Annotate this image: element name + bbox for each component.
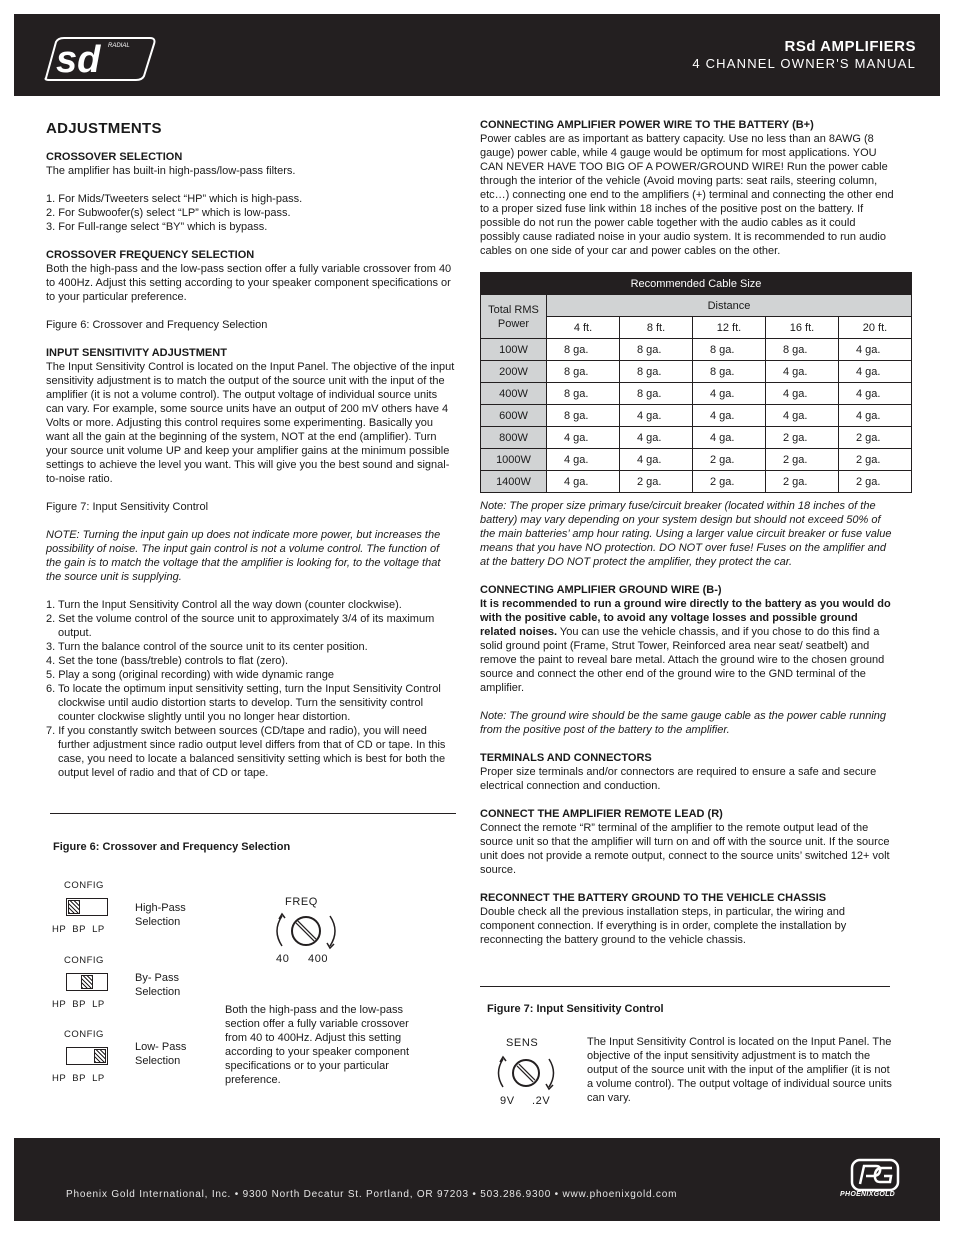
page-footer	[14, 1138, 940, 1221]
gauge-cell: 8 ga.	[620, 361, 693, 383]
selection-line: By- Pass	[135, 972, 180, 984]
table-row	[481, 471, 912, 493]
gauge-cell: 4 ga.	[839, 361, 912, 383]
gauge-cell: 2 ga.	[839, 471, 912, 493]
list-item: 5. Play a song (original recording) with wide dynamic range	[46, 669, 334, 681]
config-label: CONFIG	[64, 880, 104, 891]
selection-line: Selection	[135, 916, 181, 928]
selection-label	[135, 971, 180, 999]
crossover-switch-lp[interactable]	[66, 1047, 108, 1065]
crossover-switch-bp[interactable]	[66, 973, 108, 991]
sensitivity-steps	[46, 598, 456, 780]
selection-label	[135, 901, 186, 929]
gauge-cell: 4 ga.	[839, 405, 912, 427]
fuse-note: Note: The proper size primary fuse/circuit breaker (located within 18 inches of the battery) may vary depending on your system design but should not exceed 50% of the main batteries’ amp hour rating. Using a larger value circuit breaker or fuse value means that you have NO protection. DO NOT over fuse! Fuses on the amplifier and at the battery DO NOT protect the amplifier, they protect the car.	[480, 500, 892, 568]
sensitivity-heading: INPUT SENSITIVITY ADJUSTMENT	[46, 347, 227, 359]
page-header	[14, 14, 940, 96]
section-title: ADJUSTMENTS	[46, 120, 162, 137]
list-item: 1. Turn the Input Sensitivity Control all the way down (counter clockwise).	[46, 599, 402, 611]
gauge-cell: 2 ga.	[766, 427, 839, 449]
svg-text:sd: sd	[56, 39, 101, 81]
manual-title: RSd AMPLIFIERS	[784, 38, 916, 55]
ground-body-text: You can use the vehicle chassis, and if you chose to do this find a solid ground point (Frame, Strut Tower, Reinforced area near seat/ seatbelt) and remove the paint to reveal bare metal. Attach the ground wire to the chosen ground source and connect the other end of the ground wire to the GND terminal of the amplifier.	[480, 626, 885, 694]
company-info: Phoenix Gold International, Inc. • 9300 North Decatur St. Portland, OR 97203 • 503.286.9300 • www.phoenixgold.com	[66, 1189, 678, 1200]
switch-ticks: HP BP LP	[52, 1073, 105, 1084]
freq-max-label: 400	[308, 953, 329, 965]
cable-table-body	[481, 339, 912, 493]
distance-col: 12 ft.	[693, 317, 766, 339]
crossover-text: The amplifier has built-in high-pass/low-pass filters.	[46, 165, 296, 177]
gauge-cell: 4 ga.	[766, 383, 839, 405]
gauge-cell: 4 ga.	[547, 449, 620, 471]
frequency-text: Both the high-pass and the low-pass section offer a fully variable crossover from 40 to 400Hz. Adjust this setting according to your speaker component specifications or to your particular preference.	[46, 263, 452, 303]
gauge-cell: 2 ga.	[693, 471, 766, 493]
gauge-cell: 4 ga.	[547, 471, 620, 493]
right-divider	[480, 986, 890, 987]
gauge-cell: 4 ga.	[620, 405, 693, 427]
distance-col: 8 ft.	[620, 317, 693, 339]
figure6-description: Both the high-pass and the low-pass section offer a fully variable crossover from 40 to 400Hz. Adjust this setting according to your speaker component specifications or to your particular preference.	[225, 1004, 410, 1086]
gauge-cell: 2 ga.	[839, 427, 912, 449]
ground-heading: CONNECTING AMPLIFIER GROUND WIRE (B-)	[480, 584, 722, 596]
reconnect-heading: RECONNECT THE BATTERY GROUND TO THE VEHICLE CHASSIS	[480, 892, 827, 904]
distance-col: 4 ft.	[547, 317, 620, 339]
distance-col: 16 ft.	[766, 317, 839, 339]
svg-text:RADIAL: RADIAL	[108, 43, 130, 49]
figure6-caption: Figure 6: Crossover and Frequency Selection	[53, 841, 291, 853]
selection-label	[135, 1040, 186, 1068]
power-cell: 600W	[481, 405, 547, 427]
terminals-text: Proper size terminals and/or connectors are required to ensure a safe and secure electrical connection and conduction.	[480, 766, 877, 792]
selection-line: Selection	[135, 1055, 181, 1067]
ground-text	[480, 597, 894, 695]
switch-ticks: HP BP LP	[52, 999, 105, 1010]
list-item: 3. For Full-range select “BY” which is bypass.	[46, 221, 268, 233]
freq-label: FREQ	[285, 896, 318, 908]
gauge-cell: 8 ga.	[693, 361, 766, 383]
gauge-cell: 8 ga.	[766, 339, 839, 361]
sensitivity-note: NOTE: Turning the input gain up does not indicate more power, but increases the possibility of noise. The input gain control is not a volume control. The function of the gain is to match the voltage that the amplifier is looking for, to the voltage that the source unit is supplying.	[46, 529, 441, 583]
distance-col: 20 ft.	[839, 317, 912, 339]
gauge-cell: 4 ga.	[547, 427, 620, 449]
gauge-cell: 4 ga.	[693, 383, 766, 405]
gauge-cell: 8 ga.	[547, 361, 620, 383]
table-row	[481, 383, 912, 405]
gauge-cell: 4 ga.	[620, 449, 693, 471]
gauge-cell: 4 ga.	[766, 405, 839, 427]
switch-knob	[94, 1049, 106, 1063]
gauge-cell: 4 ga.	[766, 361, 839, 383]
gauge-cell: 2 ga.	[620, 471, 693, 493]
table-title: Recommended Cable Size	[481, 273, 912, 295]
phoenix-gold-logo	[850, 1158, 900, 1192]
gauge-cell: 4 ga.	[839, 339, 912, 361]
list-item: 2. For Subwoofer(s) select “LP” which is low-pass.	[46, 207, 291, 219]
left-divider	[50, 813, 456, 814]
figure7-description: The Input Sensitivity Control is located on the Input Panel. The objective of the input sensitivity adjustment is to match the output of the source unit with the input of the amplifier (it is not a volume control). The output voltage of individual source units can vary.	[587, 1036, 892, 1104]
sens-dial-icon[interactable]	[490, 1050, 562, 1096]
gauge-cell: 4 ga.	[693, 427, 766, 449]
power-cell: 400W	[481, 383, 547, 405]
selection-line: Low- Pass	[135, 1041, 187, 1053]
table-row	[481, 339, 912, 361]
sd-radial-logo	[38, 34, 158, 84]
gauge-cell: 8 ga.	[693, 339, 766, 361]
power-text: Power cables are as important as battery capacity. Use no less than an 8AWG (8 gauge) power cable, while 4 gauge would be optimum for most applications. YOU CAN NEVER HAVE TOO BIG OF A POWER/GROUND WIRE! Run the power cable through the interior of the vehicle (Avoid moving parts: seat rails, steering column, etc…) connecting one end to the amplifiers (+) terminal and connecting the other end to a proper sized fuse link within 18 inches of the positive post on the battery. If possible do not run the power cable together with the audio cables as it could possibly cause radiated noise in your audio system. It is recommended to run audio cables on one side of your car and power cables on the other.	[480, 133, 894, 257]
selection-line: High-Pass	[135, 902, 186, 914]
figure7-caption: Figure 7: Input Sensitivity Control	[487, 1003, 664, 1015]
cable-size-table	[480, 272, 912, 493]
power-cell: 100W	[481, 339, 547, 361]
ground-note: Note: The ground wire should be the same gauge cable as the power cable running from the positive post of the battery to the amplifier.	[480, 710, 887, 736]
list-item: 2. Set the volume control of the source unit to approximately 3/4 of its maximum output.	[46, 613, 435, 639]
power-cell: 800W	[481, 427, 547, 449]
config-label: CONFIG	[64, 1029, 104, 1040]
table-row	[481, 361, 912, 383]
table-row	[481, 449, 912, 471]
gauge-cell: 2 ga.	[839, 449, 912, 471]
gauge-cell: 8 ga.	[547, 405, 620, 427]
remote-heading: CONNECT THE AMPLIFIER REMOTE LEAD (R)	[480, 808, 723, 820]
table-row	[481, 427, 912, 449]
crossover-heading: CROSSOVER SELECTION	[46, 151, 183, 163]
power-cell: 200W	[481, 361, 547, 383]
sens-label: SENS	[506, 1037, 539, 1049]
switch-knob	[68, 900, 80, 914]
terminals-heading: TERMINALS AND CONNECTORS	[480, 752, 652, 764]
distance-header: Distance	[547, 295, 912, 317]
right-column	[480, 118, 894, 961]
gauge-cell: 8 ga.	[620, 383, 693, 405]
sensitivity-text: The Input Sensitivity Control is located on the Input Panel. The objective of the input sensitivity adjustment is to match the output of the source unit with the input of the amplifier (it is not a volume control). The output voltage of individual source units can vary. For example, some source units have an output of 200 mV others have 4 Volts or more. Adjusting this control requires some experimenting. Basically you want all the gain at the beginning of the system, NOT at the end (amplifier). Turn your source unit volume UP and keep your amplifier gains at the minimum possible settings to achieve the level you want. This will give you the best sound and signal-to-noise ratio.	[46, 361, 455, 485]
gauge-cell: 4 ga.	[693, 405, 766, 427]
power-cell: 1000W	[481, 449, 547, 471]
crossover-switch-hp[interactable]	[66, 898, 108, 916]
switch-knob	[81, 975, 93, 989]
figure6-ref: Figure 6: Crossover and Frequency Selection	[46, 319, 268, 331]
gauge-cell: 2 ga.	[766, 449, 839, 471]
gauge-cell: 8 ga.	[547, 339, 620, 361]
gauge-cell: 2 ga.	[693, 449, 766, 471]
switch-ticks: HP BP LP	[52, 924, 105, 935]
power-heading: CONNECTING AMPLIFIER POWER WIRE TO THE BATTERY (B+)	[480, 119, 814, 131]
gauge-cell: 8 ga.	[620, 339, 693, 361]
table-row	[481, 405, 912, 427]
ground-bold-text: It is recommended to run a ground wire directly to the battery as you would do with the positive cable, to avoid any voltage losses and possible ground related noises.	[480, 598, 891, 638]
gauge-cell: 4 ga.	[839, 383, 912, 405]
power-cell: 1400W	[481, 471, 547, 493]
frequency-heading: CROSSOVER FREQUENCY SELECTION	[46, 249, 255, 261]
phoenix-gold-wordmark: PHOENIXGOLD	[840, 1191, 896, 1198]
figure7-ref: Figure 7: Input Sensitivity Control	[46, 501, 209, 513]
sens-min-label: 9V	[500, 1095, 515, 1107]
list-item: 6. To locate the optimum input sensitivity setting, turn the Input Sensitivity Control clockwise until audio distortion starts to develop. Turn the sensitivity control counter clockwise slightly until you no longer hear distortion.	[46, 683, 441, 723]
sens-max-label: .2V	[532, 1095, 551, 1107]
reconnect-text: Double check all the previous installation steps, in particular, the wiring and component connection. If everything is in order, complete the installation by reconnecting the battery ground to the vehicle chassis.	[480, 906, 847, 946]
manual-subtitle: 4 CHANNEL OWNER'S MANUAL	[692, 56, 916, 71]
gauge-cell: 4 ga.	[620, 427, 693, 449]
config-label: CONFIG	[64, 955, 104, 966]
gauge-cell: 8 ga.	[547, 383, 620, 405]
selection-line: Selection	[135, 986, 181, 998]
list-item: 1. For Mids/Tweeters select “HP” which is high-pass.	[46, 193, 303, 205]
list-item: 4. Set the tone (bass/treble) controls to flat (zero).	[46, 655, 289, 667]
list-item: 3. Turn the balance control of the source unit to its center position.	[46, 641, 368, 653]
freq-min-label: 40	[276, 953, 290, 965]
gauge-cell: 2 ga.	[766, 471, 839, 493]
row-header: Total RMS Power	[481, 295, 547, 339]
remote-text: Connect the remote “R” terminal of the amplifier to the remote output lead of the source unit so that the amplifier will turn on and off with the source unit. If the source unit does not provide a remote output, connect to the source units’ switched 12+ volt source.	[480, 822, 890, 876]
list-item: 7. If you constantly switch between sources (CD/tape and radio), you will need further adjustment since radio output level differs from that of CD or tape. In this case, you need to locate a balanced sensitivity setting which is best for both the output level of radio and that of CD or tape.	[46, 725, 446, 779]
freq-dial-icon[interactable]	[268, 906, 344, 956]
crossover-list	[46, 192, 456, 234]
left-column	[46, 120, 456, 794]
